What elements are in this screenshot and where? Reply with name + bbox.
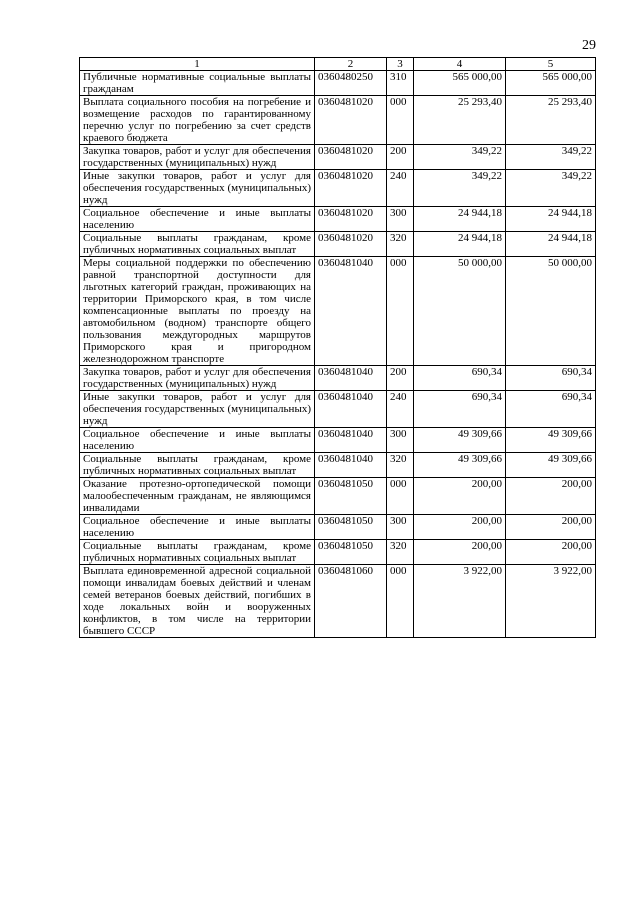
row-name: Иные закупки товаров, работ и услуг для обеспечения государственных (муниципальных) нужд bbox=[80, 170, 315, 207]
row-amount-col5: 349,22 bbox=[506, 170, 596, 207]
row-code: 0360481020 bbox=[315, 96, 387, 145]
row-name: Оказание протезно-ортопедической помощи малообеспеченным гражданам, не являющимся инвалидами bbox=[80, 478, 315, 515]
row-code: 0360480250 bbox=[315, 71, 387, 96]
row-code: 0360481020 bbox=[315, 145, 387, 170]
row-type: 310 bbox=[387, 71, 414, 96]
row-amount-col4: 49 309,66 bbox=[414, 428, 506, 453]
row-name: Меры социальной поддержки по обеспечению равной транспортной доступности для льготных категорий граждан, проживающих на территории Приморского края, в том числе компенсационные выплаты по проезду на автомобильном (водном) транспорте общего пользования междугородных маршрутов Приморского края и пригородном железнодорожном транспорте bbox=[80, 257, 315, 366]
row-type: 300 bbox=[387, 515, 414, 540]
table-body bbox=[80, 71, 596, 638]
row-name: Закупка товаров, работ и услуг для обеспечения государственных (муниципальных) нужд bbox=[80, 145, 315, 170]
row-name: Социальные выплаты гражданам, кроме публичных нормативных социальных выплат bbox=[80, 453, 315, 478]
row-amount-col5: 50 000,00 bbox=[506, 257, 596, 366]
header-col-5: 5 bbox=[506, 58, 596, 71]
row-amount-col5: 25 293,40 bbox=[506, 96, 596, 145]
row-amount-col4: 200,00 bbox=[414, 540, 506, 565]
table-row bbox=[80, 232, 596, 257]
row-type: 240 bbox=[387, 391, 414, 428]
row-type: 200 bbox=[387, 366, 414, 391]
row-type: 240 bbox=[387, 170, 414, 207]
row-amount-col4: 349,22 bbox=[414, 145, 506, 170]
header-col-3: 3 bbox=[387, 58, 414, 71]
row-amount-col4: 200,00 bbox=[414, 478, 506, 515]
row-name: Социальные выплаты гражданам, кроме публичных нормативных социальных выплат bbox=[80, 540, 315, 565]
table-row bbox=[80, 565, 596, 638]
table-row bbox=[80, 478, 596, 515]
header-col-1: 1 bbox=[80, 58, 315, 71]
row-code: 0360481040 bbox=[315, 453, 387, 478]
row-name: Выплата единовременной адресной социальной помощи инвалидам боевых действий и членам семей ветеранов боевых действий, погибших в ходе локальных войн и вооруженных конфликтов, в том числе на территории бывшего СССР bbox=[80, 565, 315, 638]
row-code: 0360481020 bbox=[315, 232, 387, 257]
row-code: 0360481050 bbox=[315, 515, 387, 540]
row-amount-col5: 200,00 bbox=[506, 540, 596, 565]
row-name: Социальное обеспечение и иные выплаты населению bbox=[80, 207, 315, 232]
table-row bbox=[80, 71, 596, 96]
row-type: 320 bbox=[387, 540, 414, 565]
row-amount-col4: 565 000,00 bbox=[414, 71, 506, 96]
row-amount-col4: 24 944,18 bbox=[414, 232, 506, 257]
row-amount-col5: 690,34 bbox=[506, 366, 596, 391]
row-amount-col4: 50 000,00 bbox=[414, 257, 506, 366]
row-name: Социальные выплаты гражданам, кроме публичных нормативных социальных выплат bbox=[80, 232, 315, 257]
row-amount-col5: 24 944,18 bbox=[506, 207, 596, 232]
row-amount-col5: 200,00 bbox=[506, 515, 596, 540]
row-name: Социальное обеспечение и иные выплаты населению bbox=[80, 515, 315, 540]
row-amount-col5: 3 922,00 bbox=[506, 565, 596, 638]
row-amount-col4: 25 293,40 bbox=[414, 96, 506, 145]
table-row bbox=[80, 207, 596, 232]
row-code: 0360481040 bbox=[315, 391, 387, 428]
row-amount-col5: 24 944,18 bbox=[506, 232, 596, 257]
header-col-2: 2 bbox=[315, 58, 387, 71]
table-row bbox=[80, 515, 596, 540]
row-amount-col5: 349,22 bbox=[506, 145, 596, 170]
table-row bbox=[80, 540, 596, 565]
row-type: 200 bbox=[387, 145, 414, 170]
row-type: 300 bbox=[387, 428, 414, 453]
row-name: Публичные нормативные социальные выплаты гражданам bbox=[80, 71, 315, 96]
table-row bbox=[80, 257, 596, 366]
row-code: 0360481050 bbox=[315, 540, 387, 565]
row-type: 000 bbox=[387, 96, 414, 145]
table-row bbox=[80, 170, 596, 207]
table-row bbox=[80, 453, 596, 478]
row-code: 0360481060 bbox=[315, 565, 387, 638]
row-code: 0360481050 bbox=[315, 478, 387, 515]
row-amount-col4: 49 309,66 bbox=[414, 453, 506, 478]
row-amount-col5: 49 309,66 bbox=[506, 453, 596, 478]
row-name: Закупка товаров, работ и услуг для обеспечения государственных (муниципальных) нужд bbox=[80, 366, 315, 391]
page-number: 29 bbox=[582, 38, 596, 53]
row-amount-col4: 200,00 bbox=[414, 515, 506, 540]
header-col-4: 4 bbox=[414, 58, 506, 71]
row-type: 000 bbox=[387, 257, 414, 366]
budget-table bbox=[79, 57, 596, 638]
row-amount-col5: 565 000,00 bbox=[506, 71, 596, 96]
row-type: 000 bbox=[387, 565, 414, 638]
row-name: Выплата социального пособия на погребение и возмещение расходов по гарантированному перечню услуг по погребению за счет средств краевого бюджета bbox=[80, 96, 315, 145]
table-row bbox=[80, 145, 596, 170]
row-amount-col4: 690,34 bbox=[414, 366, 506, 391]
table-row bbox=[80, 391, 596, 428]
row-name: Социальное обеспечение и иные выплаты населению bbox=[80, 428, 315, 453]
row-code: 0360481020 bbox=[315, 170, 387, 207]
row-name: Иные закупки товаров, работ и услуг для обеспечения государственных (муниципальных) нужд bbox=[80, 391, 315, 428]
row-amount-col4: 349,22 bbox=[414, 170, 506, 207]
row-code: 0360481040 bbox=[315, 428, 387, 453]
table-row bbox=[80, 96, 596, 145]
row-code: 0360481040 bbox=[315, 257, 387, 366]
row-amount-col5: 49 309,66 bbox=[506, 428, 596, 453]
table-row bbox=[80, 366, 596, 391]
table-header-row bbox=[80, 58, 596, 71]
row-type: 320 bbox=[387, 232, 414, 257]
row-amount-col5: 690,34 bbox=[506, 391, 596, 428]
row-type: 320 bbox=[387, 453, 414, 478]
row-type: 000 bbox=[387, 478, 414, 515]
row-amount-col5: 200,00 bbox=[506, 478, 596, 515]
row-code: 0360481040 bbox=[315, 366, 387, 391]
row-code: 0360481020 bbox=[315, 207, 387, 232]
row-type: 300 bbox=[387, 207, 414, 232]
row-amount-col4: 3 922,00 bbox=[414, 565, 506, 638]
table-row bbox=[80, 428, 596, 453]
row-amount-col4: 690,34 bbox=[414, 391, 506, 428]
row-amount-col4: 24 944,18 bbox=[414, 207, 506, 232]
